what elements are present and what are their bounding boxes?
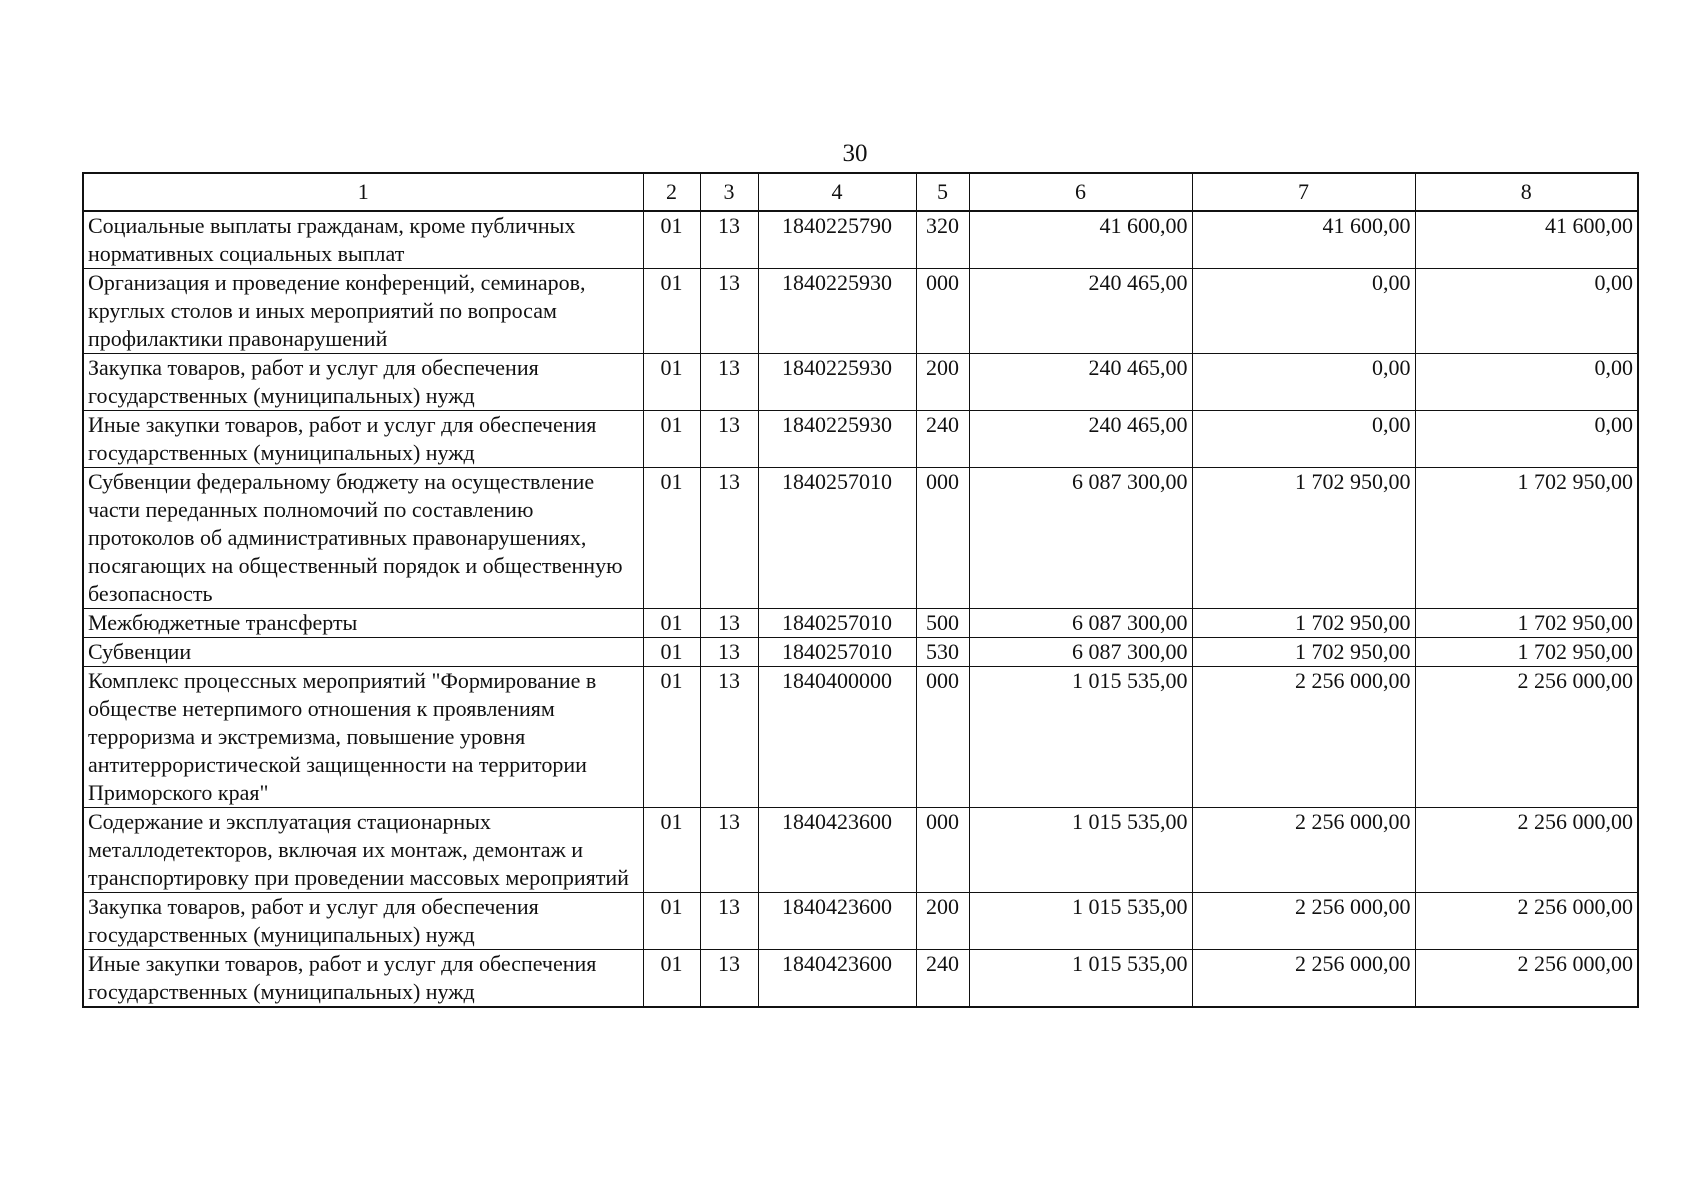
expense-type-code: 240 (916, 411, 969, 468)
subsection-code: 13 (700, 893, 758, 950)
subsection-code: 13 (700, 269, 758, 354)
amount-col7: 2 256 000,00 (1192, 950, 1415, 1008)
amount-col6: 6 087 300,00 (969, 638, 1192, 667)
section-code: 01 (643, 667, 700, 808)
subsection-code: 13 (700, 638, 758, 667)
table-row (83, 638, 1638, 667)
section-code: 01 (643, 808, 700, 893)
table-row (83, 950, 1638, 1008)
expense-type-code: 500 (916, 609, 969, 638)
row-name: Закупка товаров, работ и услуг для обеспечения государственных (муниципальных) нужд (83, 893, 643, 950)
section-code: 01 (643, 354, 700, 411)
target-article-code: 1840257010 (758, 609, 916, 638)
subsection-code: 13 (700, 667, 758, 808)
table-row (83, 609, 1638, 638)
expense-type-code: 200 (916, 893, 969, 950)
table-row (83, 269, 1638, 354)
amount-col8: 1 702 950,00 (1415, 468, 1638, 609)
header-cell: 2 (643, 173, 700, 211)
target-article-code: 1840257010 (758, 638, 916, 667)
row-name: Комплекс процессных мероприятий "Формирование в обществе нетерпимого отношения к проявлениям терроризма и экстремизма, повышение уровня антитеррористической защищенности на территории Приморского края" (83, 667, 643, 808)
header-cell: 5 (916, 173, 969, 211)
target-article-code: 1840423600 (758, 893, 916, 950)
header-cell: 6 (969, 173, 1192, 211)
amount-col8: 1 702 950,00 (1415, 638, 1638, 667)
expense-type-code: 000 (916, 667, 969, 808)
row-name: Иные закупки товаров, работ и услуг для обеспечения государственных (муниципальных) нужд (83, 950, 643, 1008)
amount-col7: 0,00 (1192, 269, 1415, 354)
amount-col8: 0,00 (1415, 411, 1638, 468)
row-name: Межбюджетные трансферты (83, 609, 643, 638)
amount-col6: 1 015 535,00 (969, 808, 1192, 893)
row-name: Субвенции (83, 638, 643, 667)
target-article-code: 1840423600 (758, 950, 916, 1008)
target-article-code: 1840423600 (758, 808, 916, 893)
amount-col6: 240 465,00 (969, 269, 1192, 354)
header-cell: 3 (700, 173, 758, 211)
subsection-code: 13 (700, 411, 758, 468)
expense-type-code: 000 (916, 468, 969, 609)
amount-col7: 1 702 950,00 (1192, 609, 1415, 638)
amount-col7: 2 256 000,00 (1192, 808, 1415, 893)
section-code: 01 (643, 468, 700, 609)
amount-col6: 6 087 300,00 (969, 609, 1192, 638)
amount-col8: 41 600,00 (1415, 211, 1638, 269)
amount-col7: 41 600,00 (1192, 211, 1415, 269)
amount-col7: 1 702 950,00 (1192, 468, 1415, 609)
amount-col8: 2 256 000,00 (1415, 808, 1638, 893)
expense-type-code: 000 (916, 808, 969, 893)
section-code: 01 (643, 211, 700, 269)
subsection-code: 13 (700, 468, 758, 609)
row-name: Социальные выплаты гражданам, кроме публичных нормативных социальных выплат (83, 211, 643, 269)
table-row (83, 893, 1638, 950)
expense-type-code: 530 (916, 638, 969, 667)
amount-col8: 2 256 000,00 (1415, 667, 1638, 808)
subsection-code: 13 (700, 211, 758, 269)
target-article-code: 1840225930 (758, 269, 916, 354)
header-cell: 4 (758, 173, 916, 211)
table-row (83, 411, 1638, 468)
subsection-code: 13 (700, 808, 758, 893)
amount-col8: 0,00 (1415, 354, 1638, 411)
amount-col8: 2 256 000,00 (1415, 893, 1638, 950)
header-cell: 7 (1192, 173, 1415, 211)
amount-col7: 2 256 000,00 (1192, 667, 1415, 808)
budget-table (82, 172, 1639, 1008)
section-code: 01 (643, 269, 700, 354)
amount-col6: 41 600,00 (969, 211, 1192, 269)
amount-col8: 2 256 000,00 (1415, 950, 1638, 1008)
row-name: Иные закупки товаров, работ и услуг для обеспечения государственных (муниципальных) нужд (83, 411, 643, 468)
page-number: 30 (842, 140, 868, 167)
amount-col6: 240 465,00 (969, 411, 1192, 468)
amount-col8: 0,00 (1415, 269, 1638, 354)
section-code: 01 (643, 411, 700, 468)
expense-type-code: 320 (916, 211, 969, 269)
subsection-code: 13 (700, 609, 758, 638)
header-cell: 1 (83, 173, 643, 211)
row-name: Содержание и эксплуатация стационарных металлодетекторов, включая их монтаж, демонтаж и транспортировку при проведении массовых мероприятий (83, 808, 643, 893)
table-row (83, 667, 1638, 808)
amount-col6: 240 465,00 (969, 354, 1192, 411)
expense-type-code: 200 (916, 354, 969, 411)
amount-col6: 1 015 535,00 (969, 893, 1192, 950)
header-row (83, 173, 1638, 211)
target-article-code: 1840225790 (758, 211, 916, 269)
row-name: Организация и проведение конференций, семинаров, круглых столов и иных мероприятий по вопросам профилактики правонарушений (83, 269, 643, 354)
target-article-code: 1840257010 (758, 468, 916, 609)
table-row (83, 354, 1638, 411)
table-row (83, 808, 1638, 893)
row-name: Субвенции федеральному бюджету на осуществление части переданных полномочий по составлению протоколов об административных правонарушениях, посягающих на общественный порядок и общественную безопасность (83, 468, 643, 609)
section-code: 01 (643, 893, 700, 950)
section-code: 01 (643, 609, 700, 638)
amount-col7: 2 256 000,00 (1192, 893, 1415, 950)
amount-col7: 0,00 (1192, 411, 1415, 468)
amount-col8: 1 702 950,00 (1415, 609, 1638, 638)
section-code: 01 (643, 950, 700, 1008)
target-article-code: 1840400000 (758, 667, 916, 808)
expense-type-code: 240 (916, 950, 969, 1008)
amount-col7: 1 702 950,00 (1192, 638, 1415, 667)
amount-col6: 6 087 300,00 (969, 468, 1192, 609)
header-cell: 8 (1415, 173, 1638, 211)
subsection-code: 13 (700, 950, 758, 1008)
target-article-code: 1840225930 (758, 411, 916, 468)
amount-col7: 0,00 (1192, 354, 1415, 411)
section-code: 01 (643, 638, 700, 667)
amount-col6: 1 015 535,00 (969, 667, 1192, 808)
amount-col6: 1 015 535,00 (969, 950, 1192, 1008)
target-article-code: 1840225930 (758, 354, 916, 411)
subsection-code: 13 (700, 354, 758, 411)
expense-type-code: 000 (916, 269, 969, 354)
row-name: Закупка товаров, работ и услуг для обеспечения государственных (муниципальных) нужд (83, 354, 643, 411)
table-row (83, 211, 1638, 269)
table-row (83, 468, 1638, 609)
